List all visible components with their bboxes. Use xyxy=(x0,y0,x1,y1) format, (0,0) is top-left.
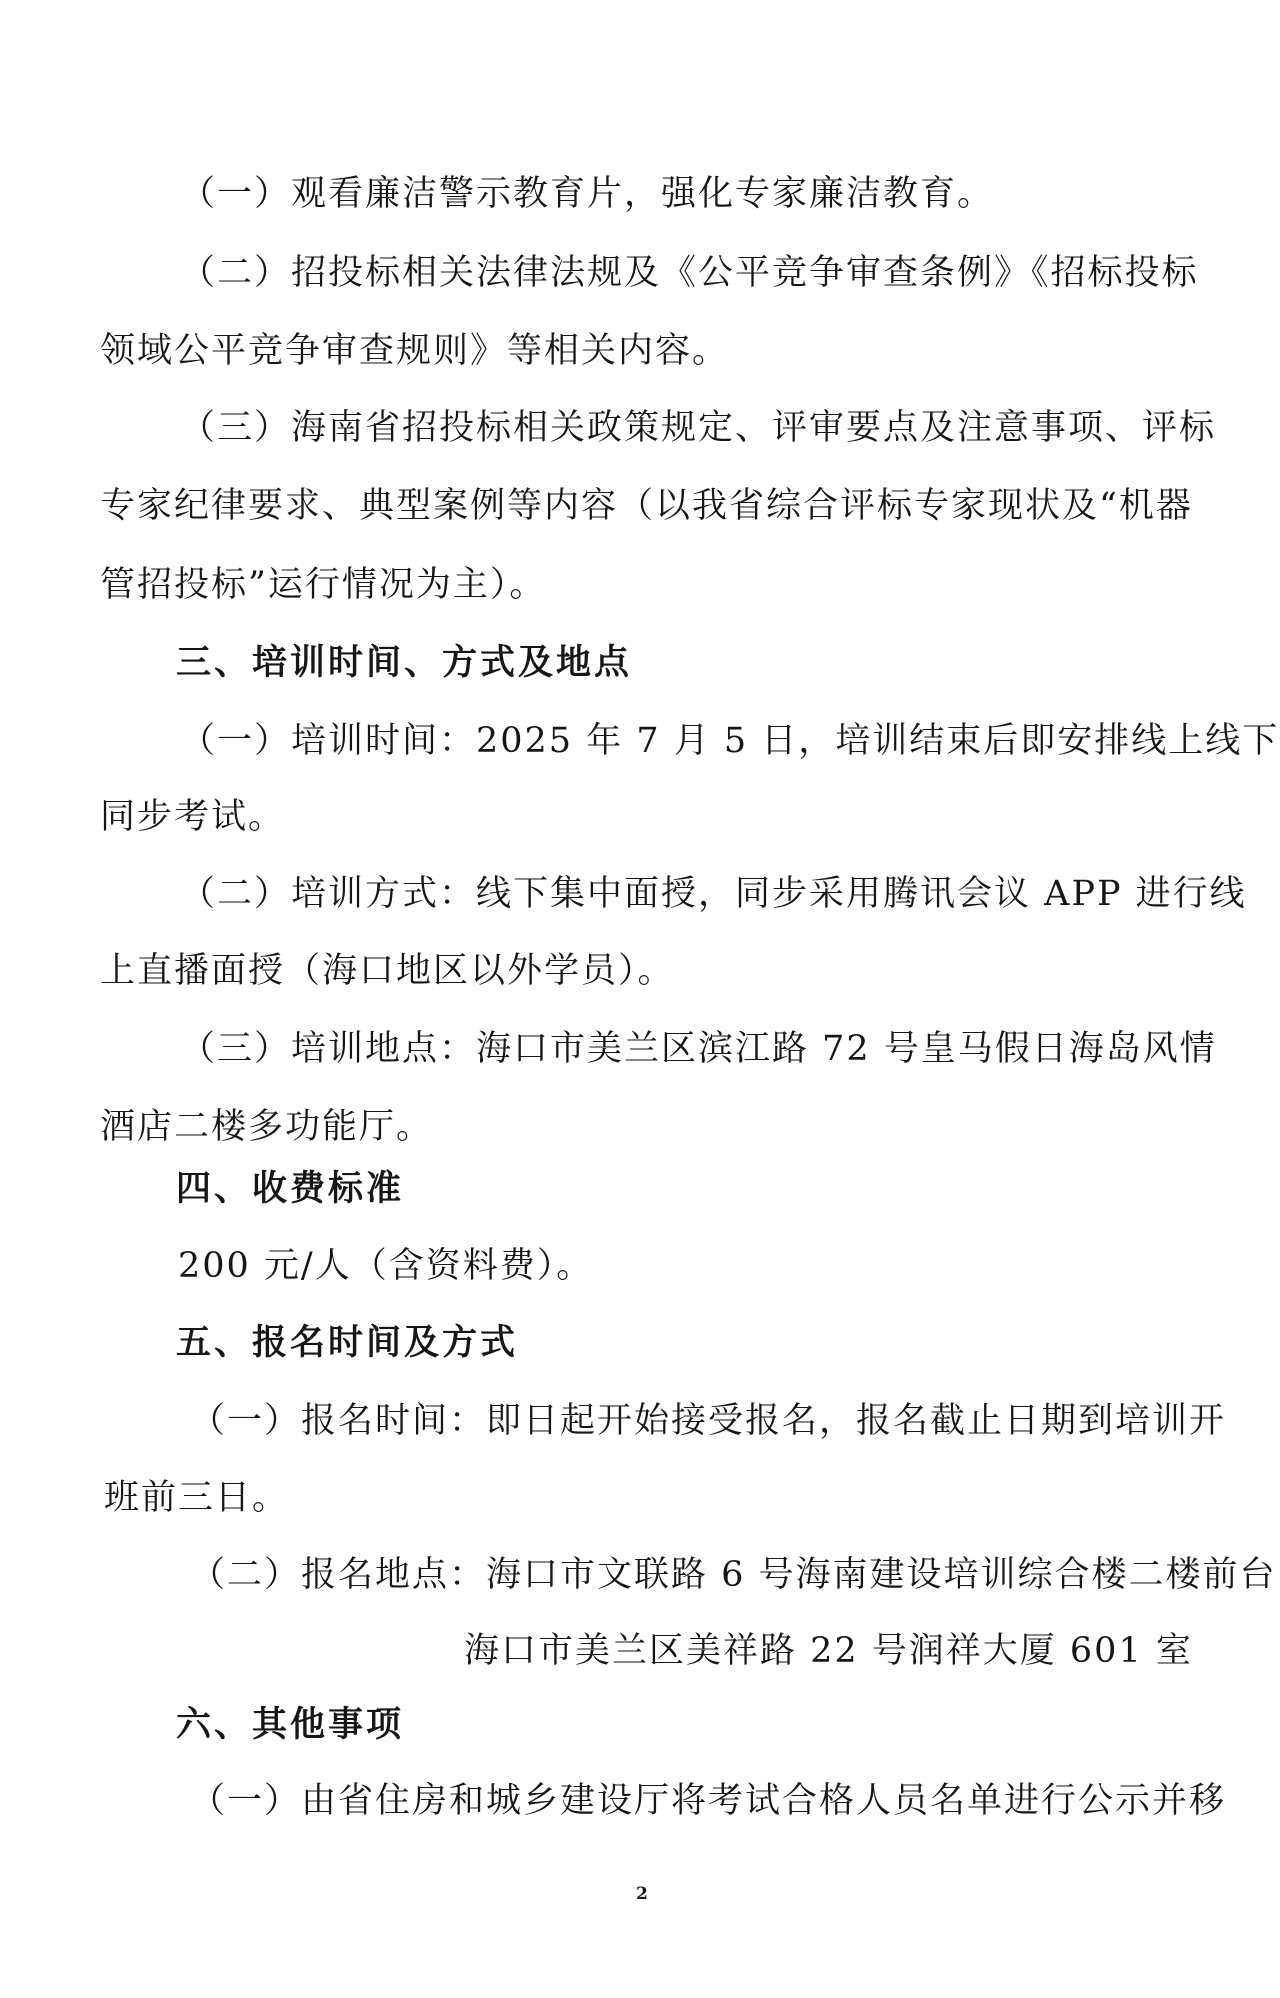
item-2-line-2: 领域公平竞争审查规则》等相关内容。 xyxy=(100,331,730,371)
fee-standard: 200 元/人（含资料费）。 xyxy=(178,1246,594,1286)
registration-location-line-2: 海口市美兰区美祥路 22 号润祥大厦 601 室 xyxy=(464,1631,1193,1671)
item-3-line-1: （三）海南省招投标相关政策规定、评审要点及注意事项、评标 xyxy=(180,408,1217,448)
training-method-line-1: （二）培训方式：线下集中面授，同步采用腾讯会议 APP 进行线 xyxy=(180,874,1247,914)
registration-time-line-2: 班前三日。 xyxy=(104,1478,290,1518)
item-3-line-3: 管招投标”运行情况为主）。 xyxy=(100,565,547,605)
section-3-heading: 三、培训时间、方式及地点 xyxy=(176,643,633,683)
training-time-line-1: （一）培训时间：2025 年 7 月 5 日，培训结束后即安排线上线下 xyxy=(180,721,1280,761)
item-3-line-2: 专家纪律要求、典型案例等内容（以我省综合评标专家现状及“机器 xyxy=(100,486,1193,526)
page-number: 2 xyxy=(636,1884,648,1904)
item-1-line-1: （一）观看廉洁警示教育片，强化专家廉洁教育。 xyxy=(180,174,995,214)
section-4-heading: 四、收费标准 xyxy=(176,1169,405,1209)
section-6-heading: 六、其他事项 xyxy=(176,1705,405,1745)
training-time-line-2: 同步考试。 xyxy=(100,797,286,837)
other-matters-line-1: （一）由省住房和城乡建设厅将考试合格人员名单进行公示并移 xyxy=(190,1781,1227,1821)
section-5-heading: 五、报名时间及方式 xyxy=(176,1323,519,1363)
registration-time-line-1: （一）报名时间：即日起开始接受报名，报名截止日期到培训开 xyxy=(190,1401,1227,1441)
registration-location-line-1: （二）报名地点：海口市文联路 6 号海南建设培训综合楼二楼前台 xyxy=(190,1555,1277,1595)
training-location-line-2: 酒店二楼多功能厅。 xyxy=(100,1107,434,1147)
item-2-line-1: （二）招投标相关法律法规及《公平竞争审查条例》《招标投标 xyxy=(180,253,1199,293)
training-method-line-2: 上直播面授（海口地区以外学员）。 xyxy=(100,951,675,991)
training-location-line-1: （三）培训地点：海口市美兰区滨江路 72 号皇马假日海岛风情 xyxy=(180,1029,1217,1069)
